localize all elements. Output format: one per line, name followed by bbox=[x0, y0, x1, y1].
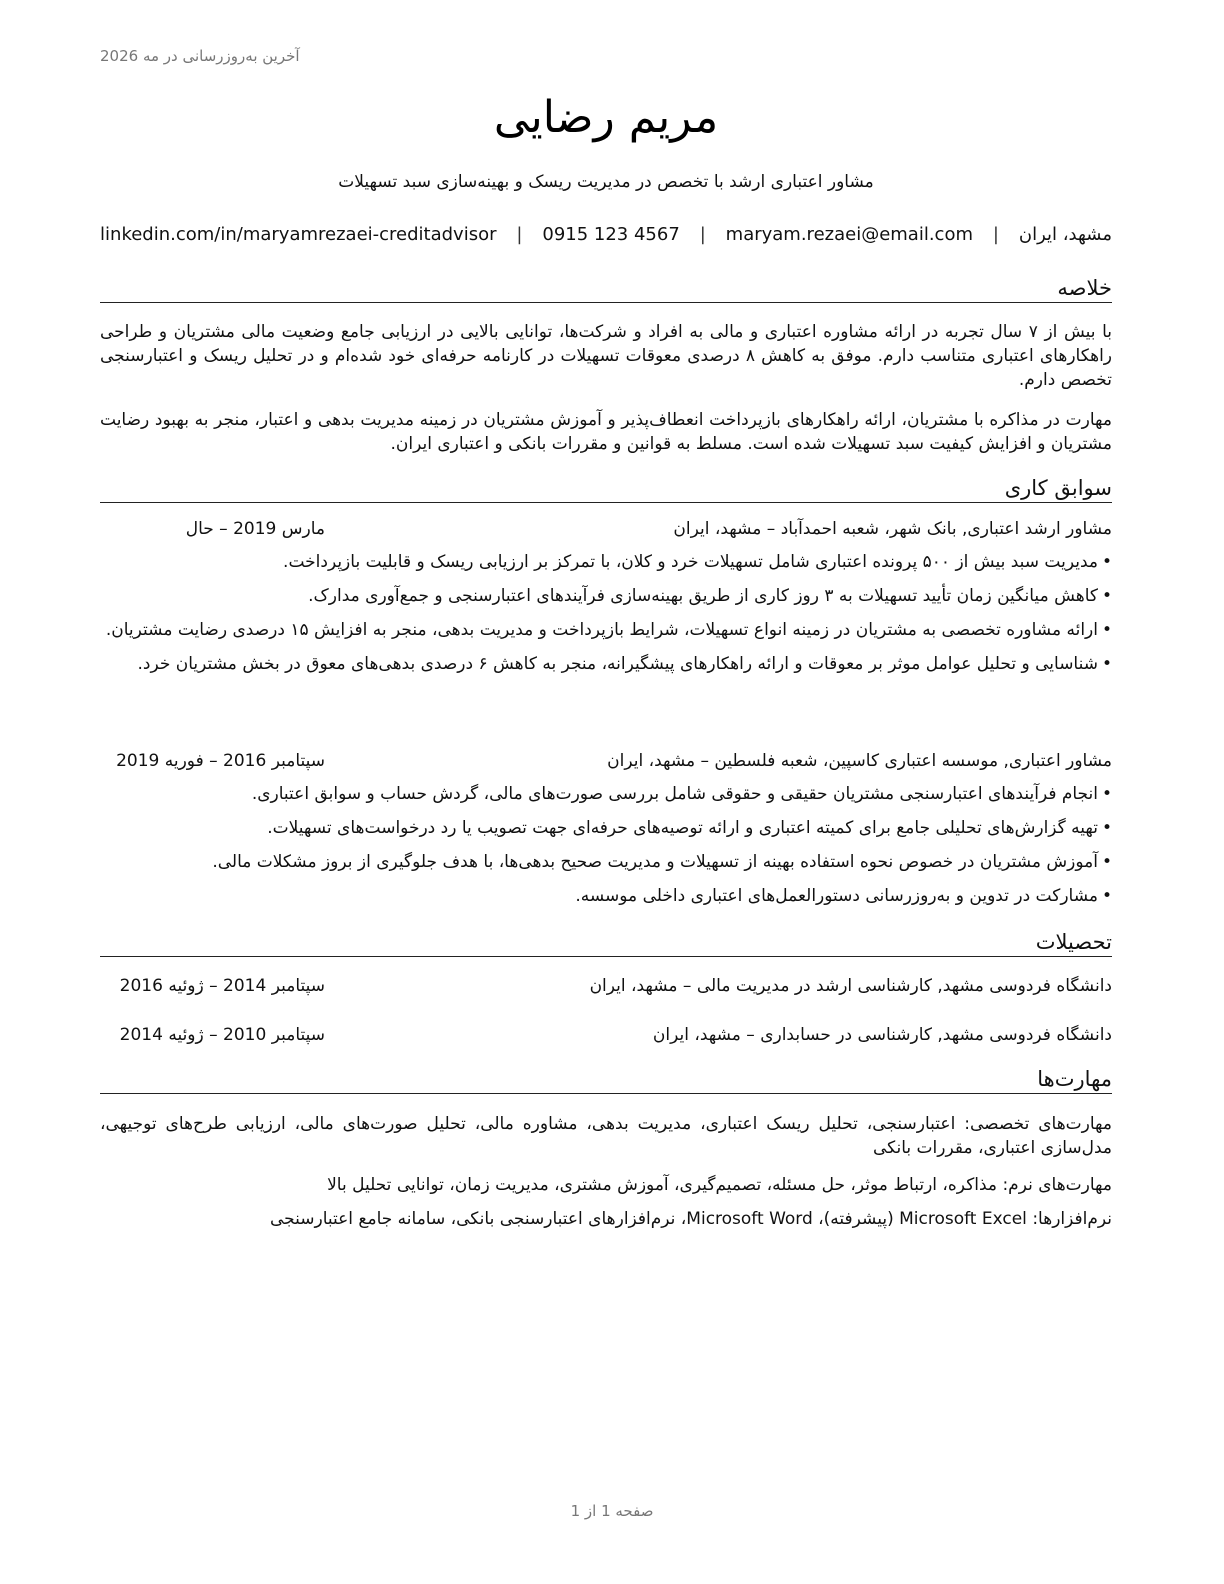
resume-page bbox=[100, 0, 1112, 1584]
job-dates: مارس 2019 – حال bbox=[185, 519, 325, 539]
person-name: مریم رضایی bbox=[493, 92, 719, 143]
education-item bbox=[100, 1025, 1112, 1049]
job-bullet: • تهیه گزارش‌های تحلیلی جامع برای کمیته اعتباری و ارائه توصیه‌های حرفه‌ای جهت تصویب یا رد درخواست‌های تسهیلات. bbox=[100, 816, 1112, 840]
job-bullet: • مدیریت سبد بیش از ۵۰۰ پرونده اعتباری شامل تسهیلات خرد و کلان، با تمرکز بر ارزیابی ریسک و قابلیت بازپرداخت. bbox=[100, 550, 1112, 574]
job-dates: سپتامبر 2016 – فوریه 2019 bbox=[116, 751, 325, 771]
job-bullets bbox=[100, 550, 1112, 686]
contact-linkedin[interactable]: linkedin.com/in/maryamrezaei-creditadvisor bbox=[100, 224, 497, 245]
education-title: دانشگاه فردوسی مشهد, کارشناسی ارشد در مدیریت مالی – مشهد، ایران bbox=[589, 976, 1112, 996]
education-title: دانشگاه فردوسی مشهد, کارشناسی در حسابداری – مشهد، ایران bbox=[652, 1025, 1112, 1045]
job-title: مشاور اعتباری, موسسه اعتباری کاسپین، شعبه فلسطین – مشهد، ایران bbox=[607, 751, 1112, 771]
contact-separator: | bbox=[992, 224, 999, 245]
contact-location: مشهد، ایران bbox=[1018, 224, 1112, 245]
summary-paragraph-2: مهارت در مذاکره با مشتریان، ارائه راهکارهای بازپرداخت انعطاف‌پذیر و آموزش مشتریان در زمینه مدیریت بدهی و اعتبار، منجر به بهبود رضایت مشتریان و افزایش کیفیت سبد تسهیلات شده است. مسلط به قوانین و مقررات بانکی و اعتباری ایران. bbox=[100, 410, 1112, 454]
education-heading: تحصیلات bbox=[100, 930, 1112, 957]
summary-heading: خلاصه bbox=[100, 276, 1112, 303]
contact-separator: | bbox=[699, 224, 706, 245]
skills-heading: مهارت‌ها bbox=[100, 1067, 1112, 1094]
job-bullet: • انجام فرآیندهای اعتبارسنجی مشتریان حقیقی و حقوقی شامل بررسی صورت‌های مالی، گردش حساب و سوابق اعتباری. bbox=[100, 782, 1112, 806]
skills-specialized: مهارت‌های تخصصی: اعتبارسنجی، تحلیل ریسک اعتباری، مدیریت بدهی، مشاوره مالی، تحلیل صورت‌های مالی، ارزیابی طرح‌های توجیهی، مدل‌سازی اعتباری، مقررات بانکی bbox=[100, 1114, 1112, 1158]
job-subtitle: مشاور اعتباری ارشد با تخصص در مدیریت ریسک و بهینه‌سازی سبد تسهیلات bbox=[338, 172, 874, 192]
education-dates: سپتامبر 2010 – ژوئیه 2014 bbox=[119, 1025, 325, 1045]
job-bullet: • کاهش میانگین زمان تأیید تسهیلات به ۳ روز کاری از طریق بهینه‌سازی فرآیندهای اعتبارسنجی و جمع‌آوری مدارک. bbox=[100, 584, 1112, 608]
page-number: صفحه 1 از 1 bbox=[570, 1502, 654, 1520]
job-header bbox=[100, 519, 1112, 543]
contact-email[interactable]: maryam.rezaei@email.com bbox=[725, 224, 973, 245]
education-item bbox=[100, 976, 1112, 1000]
job-bullet: • شناسایی و تحلیل عوامل موثر بر معوقات و ارائه راهکارهای پیشگیرانه، منجر به کاهش ۶ درصدی بدهی‌های معوق در بخش مشتریان خرد. bbox=[100, 652, 1112, 676]
job-bullet: • آموزش مشتریان در خصوص نحوه استفاده بهینه از تسهیلات و مدیریت صحیح بدهی‌ها، با هدف جلوگیری از بروز مشکلات مالی. bbox=[100, 850, 1112, 874]
job-bullets bbox=[100, 782, 1112, 918]
skills-software: نرم‌افزارها: Microsoft Excel (پیشرفته)، Microsoft Word، نرم‌افزارهای اعتبارسنجی بانکی، سامانه جامع اعتبارسنجی bbox=[269, 1209, 1112, 1229]
contact-separator: | bbox=[516, 224, 523, 245]
education-dates: سپتامبر 2014 – ژوئیه 2016 bbox=[119, 976, 325, 996]
job-title: مشاور ارشد اعتباری, بانک شهر، شعبه احمدآباد – مشهد، ایران bbox=[673, 519, 1112, 539]
job-bullet: • مشارکت در تدوین و به‌روزرسانی دستورالعمل‌های اعتباری داخلی موسسه. bbox=[100, 884, 1112, 908]
contact-bar bbox=[100, 224, 1112, 245]
skills-soft: مهارت‌های نرم: مذاکره، ارتباط موثر، حل مسئله، تصمیم‌گیری، آموزش مشتری، مدیریت زمان، توانایی تحلیل بالا bbox=[327, 1175, 1112, 1195]
job-bullet: • ارائه مشاوره تخصصی به مشتریان در زمینه انواع تسهیلات، شرایط بازپرداخت و مدیریت بدهی، منجر به افزایش ۱۵ درصدی رضایت مشتریان. bbox=[100, 618, 1112, 642]
contact-phone[interactable]: 0915 123 4567 bbox=[542, 224, 680, 245]
experience-heading: سوابق کاری bbox=[100, 476, 1112, 503]
job-header bbox=[100, 751, 1112, 775]
last-updated-note: آخرین به‌روزرسانی در مه 2026 bbox=[100, 47, 300, 65]
summary-paragraph-1: با بیش از ۷ سال تجربه در ارائه مشاوره اعتباری و مالی به افراد و شرکت‌ها، توانایی بالایی در ارزیابی جامع وضعیت مالی مشتریان و طراحی راهکارهای اعتباری متناسب دارم. موفق به کاهش ۸ درصدی معوقات تسهیلات در کارنامه حرفه‌ای خود شده‌ام و در تحلیل ریسک و اعتبارسنجی تخصص دارم. bbox=[100, 322, 1112, 390]
